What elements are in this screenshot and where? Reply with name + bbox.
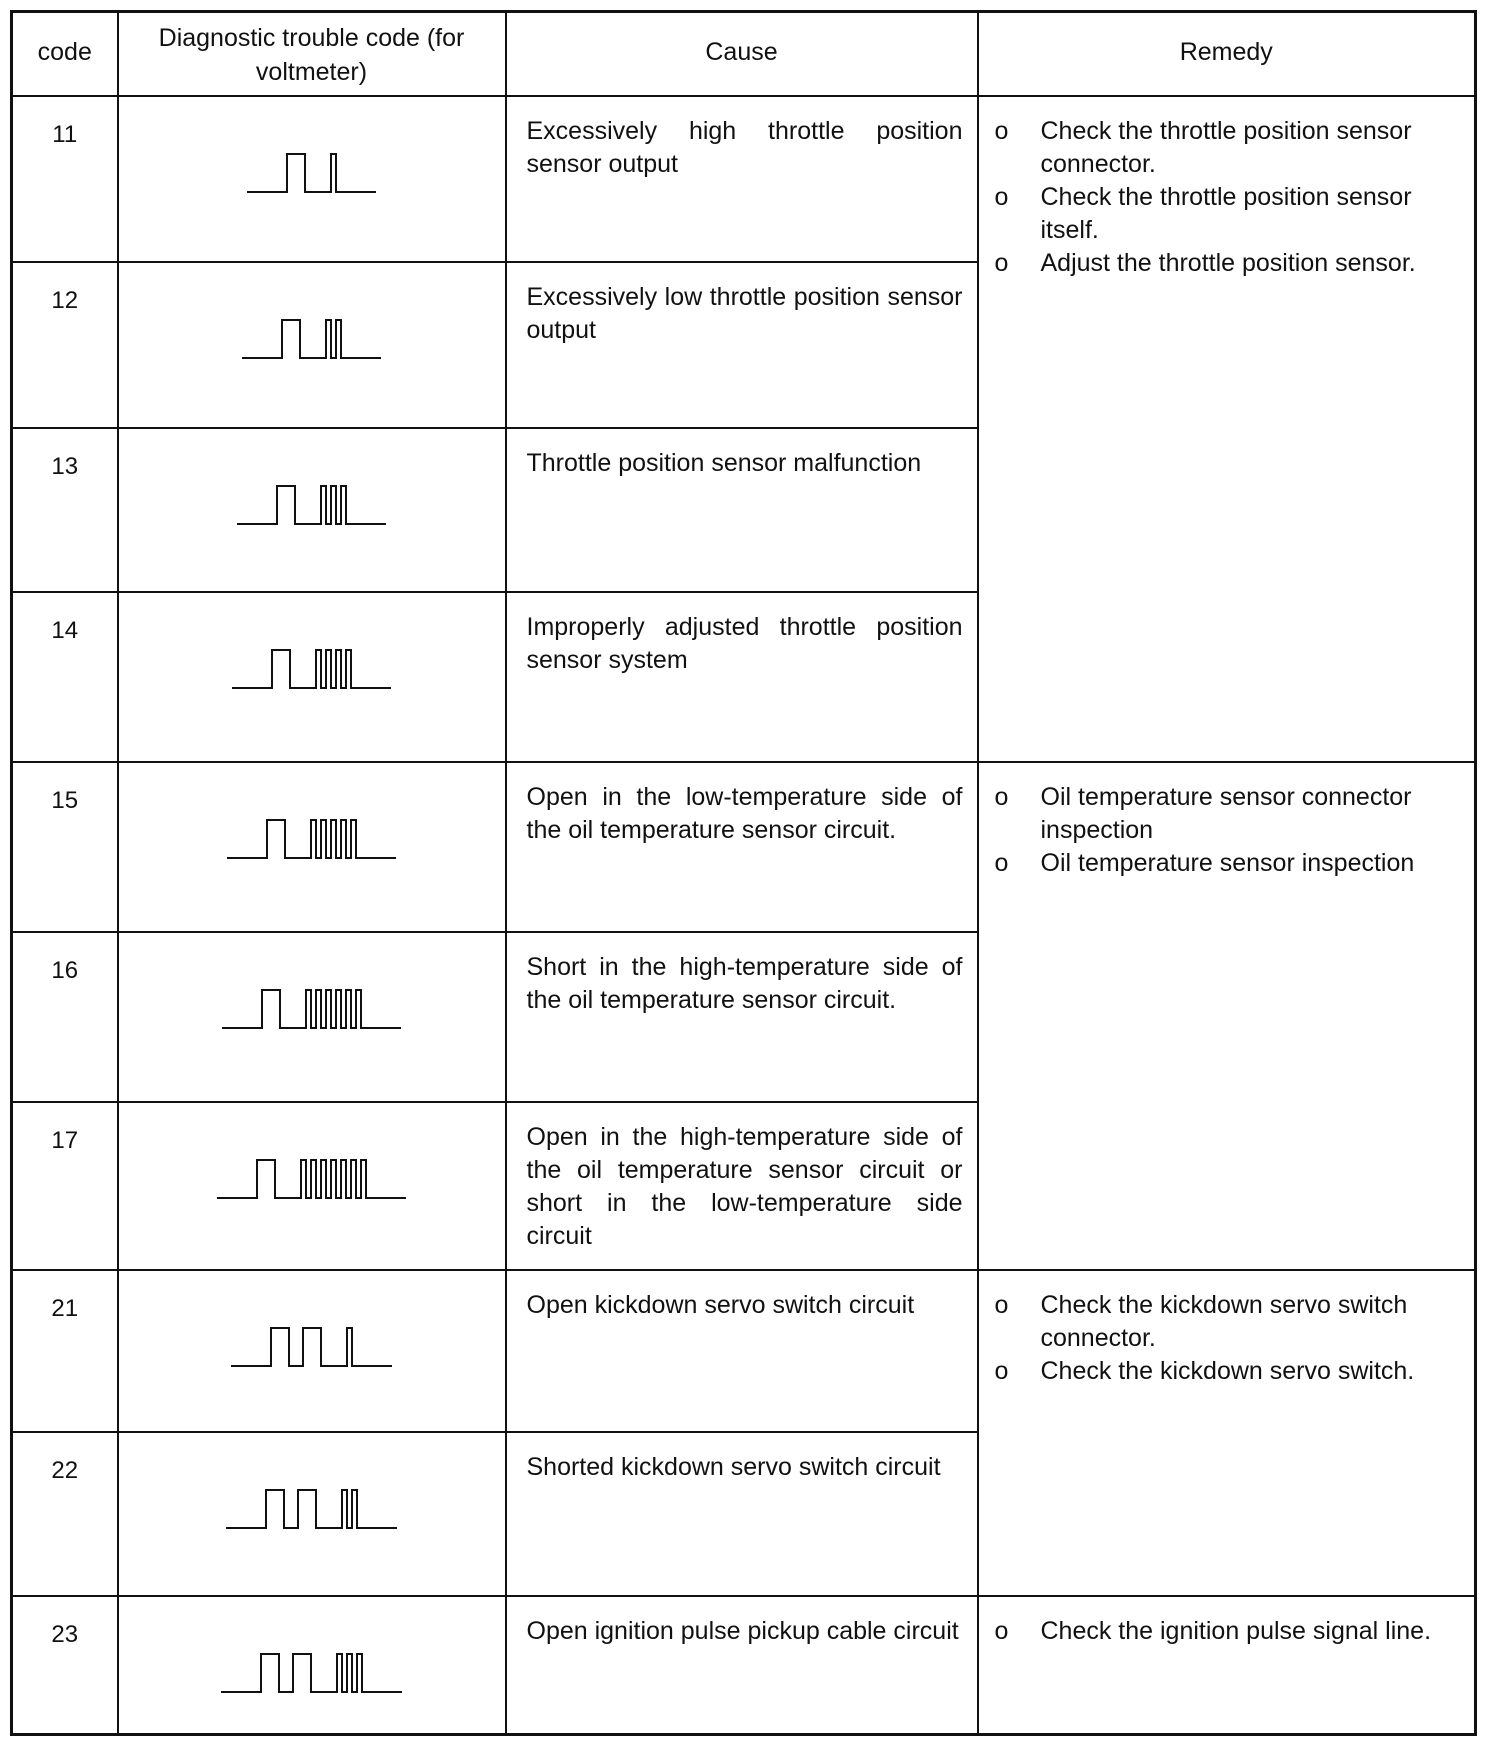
waveform-cell (118, 96, 506, 262)
remedy-cell (978, 1270, 1476, 1596)
remedy-item (995, 1289, 1465, 1355)
pulse-path (237, 486, 386, 524)
code-cell: 14 (12, 592, 118, 762)
code-cell: 15 (12, 762, 118, 932)
pulse-waveform (221, 1651, 402, 1695)
remedy-list (995, 781, 1465, 880)
pulse-waveform (227, 817, 396, 861)
remedy-text: Oil temperature sensor inspection (1040, 848, 1415, 877)
pulse-path (217, 1160, 406, 1198)
bullet: o (994, 782, 1009, 811)
waveform-cell (118, 762, 506, 932)
waveform-cell (118, 1596, 506, 1735)
header-cause: Cause (506, 12, 978, 96)
pulse-waveform (217, 1157, 406, 1201)
remedy-list (995, 115, 1465, 280)
bullet: o (994, 248, 1009, 277)
remedy-item (995, 847, 1465, 880)
pulse-path (226, 1490, 397, 1528)
pulse-waveform (222, 987, 401, 1031)
code-cell: 21 (12, 1270, 118, 1432)
remedy-item (995, 781, 1465, 847)
bullet: o (994, 1290, 1009, 1319)
remedy-item (995, 1615, 1465, 1648)
cause-cell: Open in the high-temperature side of the oil temperature sensor circuit or short in the low-temperature side circuit (506, 1102, 978, 1270)
remedy-text: Check the kickdown servo switch connector. (1040, 1290, 1408, 1352)
remedy-cell (978, 1596, 1476, 1735)
remedy-text: Adjust the throttle position sensor. (1040, 248, 1416, 277)
code-cell: 13 (12, 428, 118, 592)
pulse-waveform (226, 1487, 397, 1531)
bullet: o (994, 182, 1009, 211)
cause-cell: Open kickdown servo switch circuit (506, 1270, 978, 1432)
waveform-cell (118, 262, 506, 428)
remedy-text: Oil temperature sensor connector inspection (1040, 782, 1412, 844)
waveform-cell (118, 592, 506, 762)
pulse-path (227, 820, 396, 858)
diagnostic-code-table (10, 10, 1477, 1736)
pulse-path (231, 1328, 392, 1366)
remedy-list (995, 1615, 1465, 1648)
header-row (12, 12, 1476, 96)
pulse-waveform (237, 483, 386, 527)
table-row (12, 96, 1476, 262)
remedy-text: Check the throttle position sensor connector. (1040, 116, 1412, 178)
header-code: code (12, 12, 118, 96)
code-cell: 23 (12, 1596, 118, 1735)
code-cell: 11 (12, 96, 118, 262)
cause-cell: Throttle position sensor malfunction (506, 428, 978, 592)
table-row (12, 762, 1476, 932)
cause-cell: Open in the low-temperature side of the oil temperature sensor circuit. (506, 762, 978, 932)
waveform-cell (118, 1270, 506, 1432)
remedy-text: Check the ignition pulse signal line. (1040, 1616, 1432, 1645)
remedy-cell (978, 762, 1476, 1270)
table-row (12, 1596, 1476, 1735)
bullet: o (994, 848, 1009, 877)
cause-cell: Improperly adjusted throttle position sensor system (506, 592, 978, 762)
pulse-path (222, 990, 401, 1028)
remedy-cell (978, 96, 1476, 762)
pulse-path (242, 320, 381, 358)
pulse-path (232, 650, 391, 688)
waveform-cell (118, 1102, 506, 1270)
header-remedy: Remedy (978, 12, 1476, 96)
bullet: o (994, 1356, 1009, 1385)
remedy-text: Check the throttle position sensor itself. (1040, 182, 1412, 244)
waveform-cell (118, 932, 506, 1102)
pulse-waveform (247, 151, 376, 195)
remedy-item (995, 181, 1465, 247)
remedy-item (995, 115, 1465, 181)
table-row (12, 1270, 1476, 1432)
code-cell: 16 (12, 932, 118, 1102)
header-dtc: Diagnostic trouble code (for voltmeter) (118, 12, 506, 96)
pulse-waveform (231, 1325, 392, 1369)
remedy-list (995, 1289, 1465, 1388)
code-cell: 17 (12, 1102, 118, 1270)
pulse-waveform (242, 317, 381, 361)
waveform-cell (118, 1432, 506, 1596)
pulse-waveform (232, 647, 391, 691)
cause-cell: Shorted kickdown servo switch circuit (506, 1432, 978, 1596)
bullet: o (994, 1616, 1009, 1645)
remedy-text: Check the kickdown servo switch. (1040, 1356, 1415, 1385)
pulse-path (247, 154, 376, 192)
code-cell: 12 (12, 262, 118, 428)
code-cell: 22 (12, 1432, 118, 1596)
cause-cell: Open ignition pulse pickup cable circuit (506, 1596, 978, 1735)
cause-cell: Short in the high-temperature side of the oil temperature sensor circuit. (506, 932, 978, 1102)
remedy-item (995, 247, 1465, 280)
remedy-item (995, 1355, 1465, 1388)
waveform-cell (118, 428, 506, 592)
pulse-path (221, 1654, 402, 1692)
cause-cell: Excessively high throttle position sensor output (506, 96, 978, 262)
cause-cell: Excessively low throttle position sensor output (506, 262, 978, 428)
bullet: o (994, 116, 1009, 145)
